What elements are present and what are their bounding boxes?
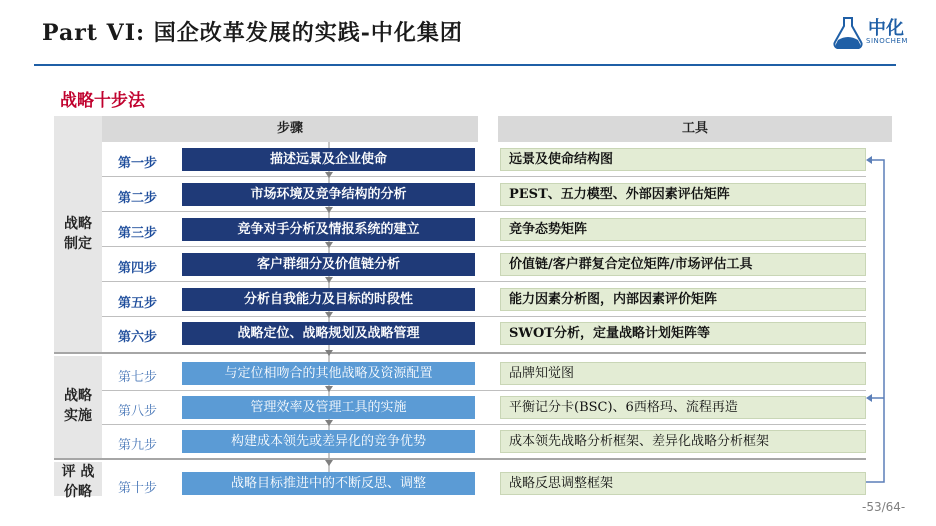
row-divider <box>102 281 866 282</box>
step-name: 分析自我能力及目标的时段性 <box>182 288 475 311</box>
flow-arrow-icon <box>325 242 333 248</box>
step-tool: 品牌知觉图 <box>500 362 866 385</box>
sinochem-logo-icon <box>830 14 866 54</box>
step-tool: SWOT分析，定量战略计划矩阵等 <box>500 322 866 345</box>
row-divider <box>102 390 866 391</box>
step-number: 第二步 <box>118 191 158 206</box>
step-tool: 价值链/客户群复合定位矩阵/市场评估工具 <box>500 253 866 276</box>
step-name: 构建成本领先或差异化的竞争优势 <box>182 430 475 453</box>
step-number: 第一步 <box>118 156 158 171</box>
step-name: 竞争对手分析及情报系统的建立 <box>182 218 475 241</box>
column-header-steps: 步骤 <box>102 116 478 142</box>
flow-arrow-icon <box>325 386 333 392</box>
logo-subtitle: SINOCHEM <box>866 37 908 45</box>
step-name: 管理效率及管理工具的实施 <box>182 396 475 419</box>
group-divider <box>54 352 866 354</box>
logo-name: 中化 <box>868 18 904 39</box>
step-number: 第七步 <box>118 370 158 385</box>
step-tool: 成本领先战略分析框架、差异化战略分析框架 <box>500 430 866 453</box>
header-divider <box>34 64 896 66</box>
step-number: 第五步 <box>118 296 158 311</box>
step-name: 市场环境及竞争结构的分析 <box>182 183 475 206</box>
flow-arrow-icon <box>325 172 333 178</box>
flow-arrow-icon <box>325 460 333 466</box>
section-title: 战略十步法 <box>60 91 145 111</box>
step-name: 描述远景及企业使命 <box>182 148 475 171</box>
step-name: 战略定位、战略规划及战略管理 <box>182 322 475 345</box>
step-tool: 远景及使命结构图 <box>500 148 866 171</box>
step-name: 与定位相吻合的其他战略及资源配置 <box>182 362 475 385</box>
step-tool: 能力因素分析图，内部因素评价矩阵 <box>500 288 866 311</box>
step-number: 第三步 <box>118 226 158 241</box>
page-title: Part VI: 国企改革发展的实践-中化集团 <box>42 20 463 46</box>
flow-arrow-icon <box>325 312 333 318</box>
row-divider <box>102 424 866 425</box>
row-divider <box>102 211 866 212</box>
step-tool: 平衡记分卡(BSC)、6西格玛、流程再造 <box>500 396 866 419</box>
step-name: 客户群细分及价值链分析 <box>182 253 475 276</box>
page-number: -53/64- <box>862 500 906 514</box>
step-number: 第四步 <box>118 261 158 276</box>
step-number: 第八步 <box>118 404 158 419</box>
step-tool: 竞争态势矩阵 <box>500 218 866 241</box>
step-tool: 战略反思调整框架 <box>500 472 866 495</box>
step-number: 第十步 <box>118 481 158 496</box>
flow-arrow-icon <box>325 207 333 213</box>
flow-arrow-icon <box>325 350 333 356</box>
step-number: 第九步 <box>118 438 158 453</box>
flow-arrow-icon <box>325 420 333 426</box>
feedback-loop-icon <box>864 148 894 488</box>
group-formulation-label: 战略 制定 <box>64 216 92 252</box>
group-implementation-label: 战略 实施 <box>64 388 92 424</box>
step-number: 第六步 <box>118 330 158 345</box>
group-divider <box>54 458 866 460</box>
step-name: 战略目标推进中的不断反思、调整 <box>182 472 475 495</box>
group-evaluation-label: 评 战 价略 <box>61 464 95 500</box>
row-divider <box>102 246 866 247</box>
row-divider <box>102 316 866 317</box>
row-divider <box>102 176 866 177</box>
step-tool: PEST、五力模型、外部因素评估矩阵 <box>500 183 866 206</box>
flow-arrow-icon <box>325 277 333 283</box>
column-header-tools: 工具 <box>498 116 892 142</box>
